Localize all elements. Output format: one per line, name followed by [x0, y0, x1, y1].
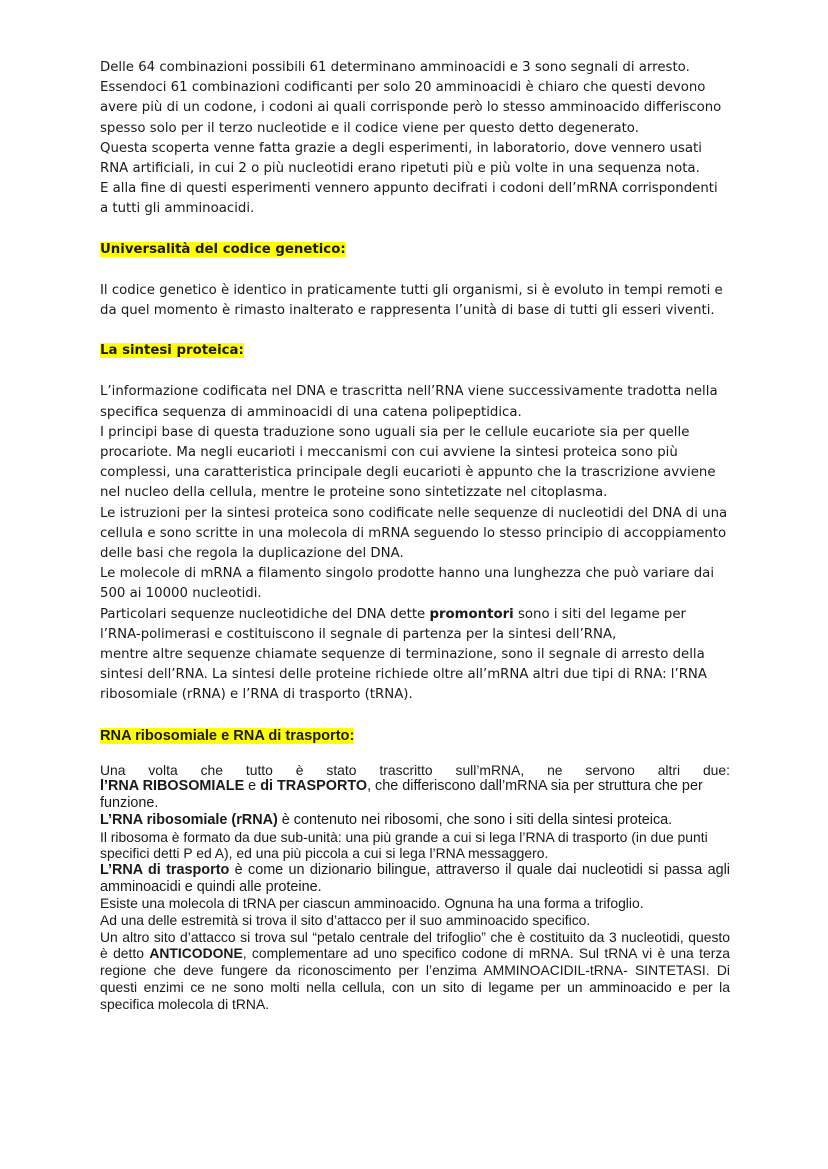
section-heading-rna: RNA ribosomiale e RNA di trasporto: [100, 727, 355, 744]
rna-paragraph-4: L’RNA di trasporto è come un dizionario bilingue, attraverso il quale dai nucleotidi si passa agli amminoacidi e quindi alle proteine. [100, 861, 731, 895]
rna-paragraph-1: Una volta che tutto è stato trascritto sull’mRNA, ne servono altri due: [100, 761, 730, 778]
section-heading-universalita: Universalità del codice genetico: [100, 241, 346, 257]
anticodone-term: ANTICODONE [149, 945, 243, 962]
universalita-paragraph: Il codice genetico è identico in praticamente tutti gli organismi, si è evoluto in tempi remoti e da quel momento è rimasto inalterato e rappresenta l’unità di base di tutti gli esseri viventi. [100, 282, 723, 319]
sintesi-paragraph-1: L’informazione codificata nel DNA e trascritta nell’RNA viene successivamente tradotta nella specifica sequenza di amminoacidi di una catena polipeptidica. [100, 384, 718, 420]
rna-paragraph-6: Ad una delle estremità si trova il sito d’attacco per il suo amminoacido specifico. [100, 912, 591, 929]
rna-paragraph-7: Un altro sito d’attacco si trova sul “petalo centrale del trifoglio” che è costituito da 3 nucleotidi, questo è detto ANTICODONE, complementare ad uno specifico codone di mRNA. Sul tRNA vi è una terza regione che deve fungere da riconoscimento per l’enzima AMMINOACIDIL-tRNA- SINTETASI. Di questi enzimi ce ne sono molti nella cellula, con un sito di legame per un amminoacido e per la specifica molecola di tRNA. [100, 928, 730, 1012]
rna-paragraph-3: Il ribosoma è formato da due sub-unità: una più grande a cui si lega l’RNA di trasporto (in due punti specifici detti P ed A), ed una più piccola a cui si lega l’RNA messaggero. [100, 828, 708, 862]
rna-paragraph-2: L’RNA ribosomiale (rRNA) è contenuto nei ribosomi, che sono i siti della sintesi proteica. [100, 811, 673, 828]
rna-paragraph-1b: l’RNA RIBOSOMIALE e di TRASPORTO, che differiscono dall’mRNA sia per struttura che per funzione. [100, 778, 703, 812]
rna-paragraph-5: Esiste una molecola di tRNA per ciascun amminoacido. Ognuna ha una forma a trifoglio. [100, 895, 644, 912]
sintesi-paragraph-2: I principi base di questa traduzione sono uguali sia per le cellule eucariote sia per quelle procariote. Ma negli eucarioti i meccanismi con cui avviene la sintesi proteica sono più complessi, una caratteristica principale degli eucarioti è appunto che la trascrizione avviene nel nucleo della cellula, mentre le proteine sono sintetizzate nel citoplasma. [100, 424, 716, 501]
sintesi-paragraph-6: mentre altre sequenze chiamate sequenze di terminazione, sono il segnale di arresto della sintesi dell’RNA. La sintesi delle proteine richiede oltre all’mRNA altri due tipi di RNA: l’RNA ribosomiale (rRNA) e l’RNA di trasporto (tRNA). [100, 647, 707, 703]
section-heading-sintesi: La sintesi proteica: [100, 343, 244, 359]
intro-paragraph-1: Delle 64 combinazioni possibili 61 determinano amminoacidi e 3 sono segnali di arresto. Essendoci 61 combinazioni codificanti per solo 20 amminoacidi è chiaro che questi devono avere più di un codone, i codoni ai quali corrisponde però lo stesso amminoacido differiscono spesso solo per il terzo nucleotide e il codice viene per questo detto degenerato. [100, 60, 722, 136]
document-page [100, 58, 730, 1012]
sintesi-paragraph-4: Le molecole di mRNA a filamento singolo prodotte hanno una lunghezza che può variare dai 500 ai 10000 nucleotidi. [100, 566, 715, 602]
sintesi-paragraph-5: Particolari sequenze nucleotidiche del DNA dette promontori sono i siti del legame per l’RNA-polimerasi e costituiscono il segnale di partenza per la sintesi dell’RNA, [100, 606, 686, 642]
sintesi-paragraph-3: Le istruzioni per la sintesi proteica sono codificate nelle sequenze di nucleotidi del DNA di una cellula e sono scritte in una molecola di mRNA seguendo lo stesso principio di accoppiamento delle basi che regola la duplicazione del DNA. [100, 505, 728, 562]
promontori-term: promontori [429, 606, 514, 622]
intro-paragraph-2: Questa scoperta venne fatta grazie a degli esperimenti, in laboratorio, dove vennero usati RNA artificiali, in cui 2 o più nucleotidi erano ripetuti più e più volte in una sequenza nota. [100, 140, 702, 177]
intro-paragraph-3: E alla fine di questi esperimenti vennero appunto decifrati i codoni dell’mRNA corrispondenti a tutti gli amminoacidi. [100, 181, 718, 217]
